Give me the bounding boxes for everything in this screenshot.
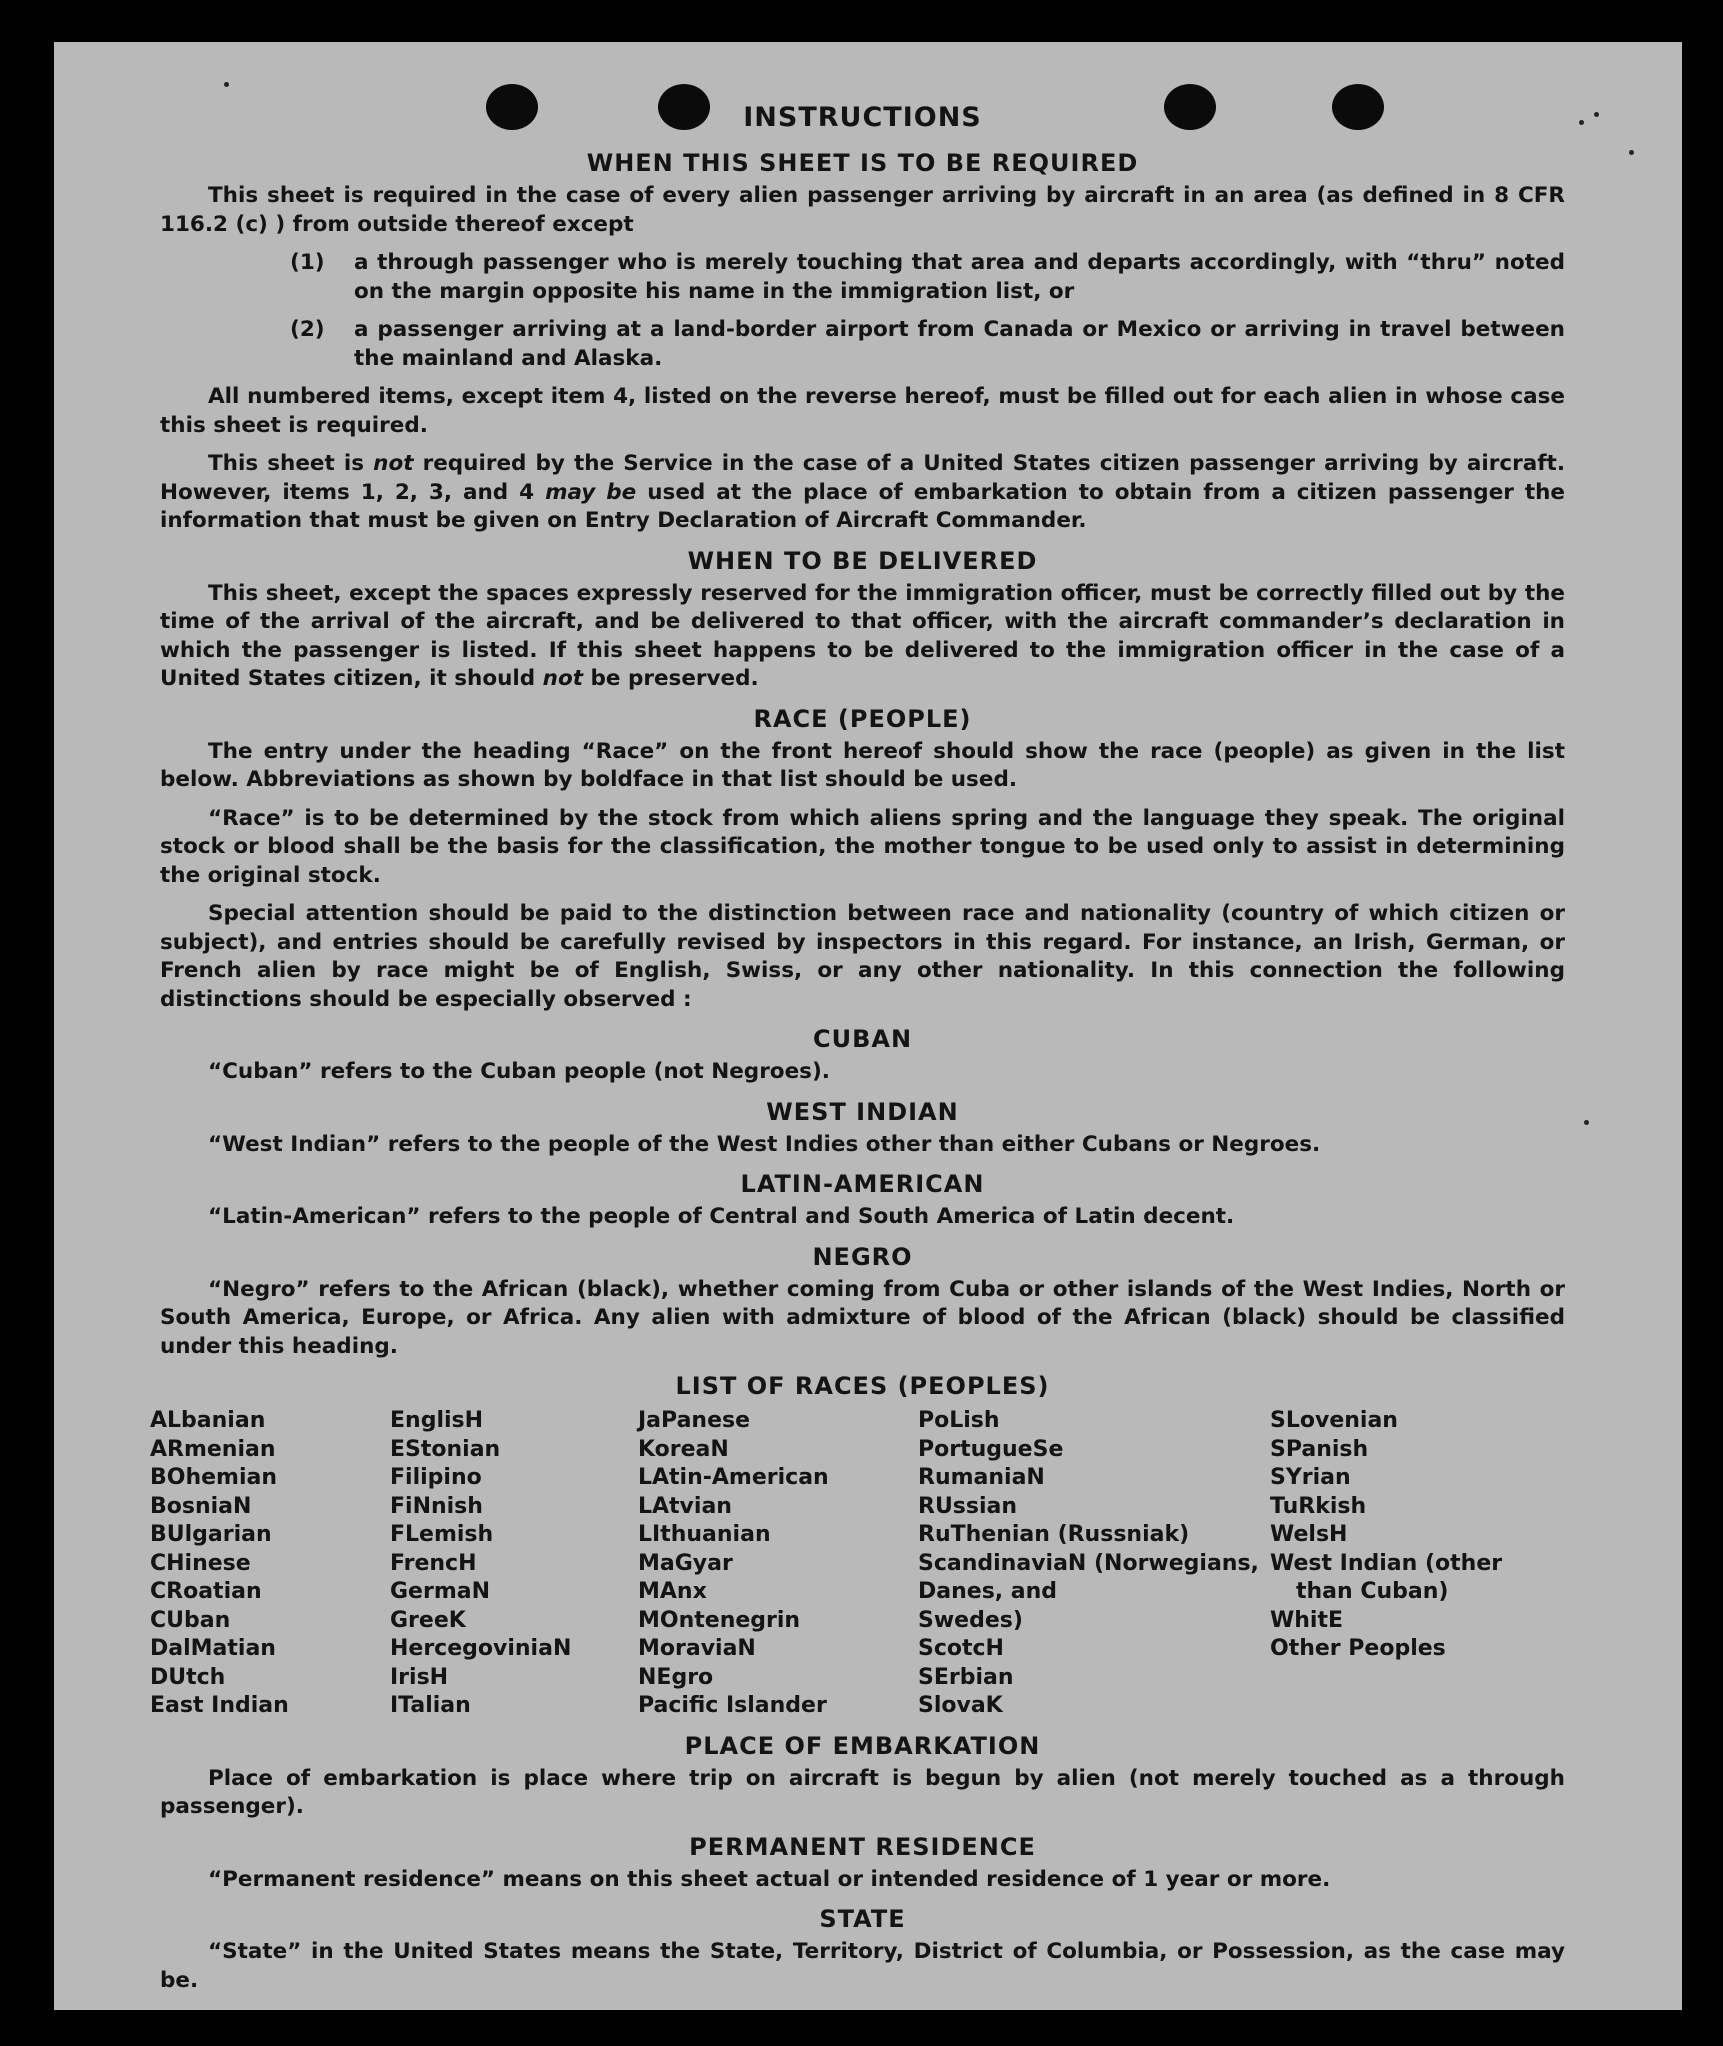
- paragraph-numbered-items: All numbered items, except item 4, listed on the reverse hereof, must be filled out for each alien in whose case this sheet is required.: [160, 384, 1565, 438]
- race-item: MoraviaN: [638, 1636, 756, 1661]
- race-item: East Indian: [150, 1693, 289, 1718]
- race-item: CUban: [150, 1607, 231, 1633]
- race-item: NEgro: [638, 1664, 714, 1690]
- race-item: LAtin-American: [638, 1465, 829, 1490]
- race-item: LIthuanian: [638, 1522, 771, 1547]
- race-item: BosniaN: [150, 1493, 252, 1519]
- paragraph-embarkation: Place of embarkation is place where trip on aircraft is begun by alien (not merely touched as a through passenger).: [160, 1765, 1565, 1819]
- text-run: required by the Service in the case of a United States citizen passenger arriving by aircraft. However, items 1, 2, 3, and 4: [160, 451, 1566, 505]
- races-column: [638, 1407, 918, 1721]
- exception-item: [160, 316, 1565, 373]
- race-item: ALbanian: [150, 1408, 266, 1433]
- race-item: Swedes): [918, 1607, 1023, 1633]
- text-run-italic: may be: [545, 479, 637, 505]
- race-item: IrisH: [390, 1664, 449, 1690]
- race-item: SlovaK: [918, 1693, 1003, 1718]
- race-item: EnglisH: [390, 1408, 484, 1433]
- race-item: Other Peoples: [1270, 1636, 1446, 1661]
- text-run-italic: not: [542, 666, 584, 691]
- races-column: [150, 1407, 390, 1721]
- speck: [1584, 1120, 1589, 1125]
- paragraph-race-2: “Race” is to be determined by the stock from which aliens spring and the language they speak. The original stock or blood shall be the basis for the classification, the mother tongue to be used only to assist in determining the original stock.: [160, 805, 1565, 888]
- race-item: FrencH: [390, 1550, 477, 1576]
- paragraph-race-1: The entry under the heading “Race” on the front hereof should show the race (people) as given in the list below. Abbreviations as shown by boldface in that list should be used.: [160, 738, 1565, 792]
- race-item: JaPanese: [638, 1408, 751, 1433]
- race-item: than Cuban): [1296, 1579, 1449, 1604]
- section-heading-race: RACE (PEOPLE): [753, 704, 972, 733]
- race-item: SErbian: [918, 1664, 1014, 1690]
- section-heading-list-of-races: LIST OF RACES (PEOPLES): [675, 1372, 1050, 1400]
- section-heading-residence: PERMANENT RESIDENCE: [689, 1832, 1036, 1861]
- text-run: This sheet is: [208, 451, 374, 476]
- section-heading-latin-american: LATIN-AMERICAN: [740, 1170, 985, 1198]
- text-run: be preserved.: [583, 666, 759, 691]
- race-item: BUlgarian: [150, 1522, 272, 1547]
- speck: [1594, 112, 1599, 117]
- text-run: used at the place of embarkation to obtain from a citizen passenger the information that must be given on Entry Declaration of Aircraft Commander.: [160, 479, 1565, 533]
- races-column: [1270, 1407, 1560, 1721]
- race-item: PortugueSe: [918, 1436, 1064, 1462]
- section-heading-west-indian: WEST INDIAN: [766, 1097, 959, 1126]
- race-item: BOhemian: [150, 1465, 278, 1490]
- speck: [1629, 150, 1634, 155]
- instructions-content: [150, 98, 1566, 2005]
- race-item: RUssian: [918, 1493, 1018, 1519]
- race-item: ScandinaviaN (Norwegians,: [918, 1550, 1259, 1576]
- race-item: GreeK: [390, 1607, 466, 1633]
- race-item: WhitE: [1270, 1607, 1344, 1633]
- paragraph-race-3: Special attention should be paid to the distinction between race and nationality (country of which citizen or subject), and entries should be carefully revised by inspectors in this regard. For instance, an Irish, German, or French alien by race might be of English, Swiss, or any other nationality. In this connection the following distinctions should be especially observed :: [160, 901, 1565, 1012]
- race-item: FLemish: [390, 1522, 494, 1547]
- race-item: LAtvian: [638, 1493, 732, 1519]
- race-item: TuRkish: [1270, 1493, 1367, 1519]
- race-item: MaGyar: [638, 1550, 733, 1576]
- race-item: PoLish: [918, 1408, 1000, 1433]
- section-heading-required: WHEN THIS SHEET IS TO BE REQUIRED: [586, 149, 1139, 177]
- race-item: DUtch: [150, 1664, 226, 1690]
- speck: [224, 82, 229, 87]
- paragraph-residence: “Permanent residence” means on this sheet actual or intended residence of 1 year or more.: [208, 1866, 1331, 1892]
- paragraph-delivered: [160, 580, 1565, 694]
- race-item: West Indian (other: [1270, 1550, 1503, 1576]
- race-item: HercegoviniaN: [390, 1636, 572, 1661]
- exception-number: (2): [290, 317, 325, 342]
- race-item: RuThenian (Russniak): [918, 1522, 1190, 1547]
- section-heading-state: STATE: [819, 1905, 906, 1933]
- exception-number: (1): [290, 250, 325, 275]
- exception-text: a through passenger who is merely touching that area and departs accordingly, with “thru” noted on the margin opposite his name in the immigration list, or: [354, 250, 1565, 304]
- race-item: WelsH: [1270, 1522, 1348, 1547]
- race-item: ScotcH: [918, 1636, 1004, 1661]
- race-item: FiNnish: [390, 1493, 483, 1519]
- race-item: SYrian: [1270, 1465, 1351, 1490]
- paragraph-west-indian: “West Indian” refers to the people of the West Indies other than either Cubans or Negroes.: [208, 1131, 1321, 1157]
- exception-item: [160, 249, 1565, 306]
- races-column: [390, 1407, 638, 1721]
- race-item: CRoatian: [150, 1579, 262, 1604]
- page-title: INSTRUCTIONS: [743, 102, 982, 133]
- race-item: Danes, and: [918, 1579, 1058, 1604]
- section-heading-delivered: WHEN TO BE DELIVERED: [687, 546, 1038, 575]
- text-run: This sheet, except the spaces expressly reserved for the immigration officer, must be correctly filled out by the time of the arrival of the aircraft, and be delivered to that officer, with the aircraft commander’s declaration in which the passenger is listed. If this sheet happens to be delivered to the immigration officer in the case of a United States citizen, it should: [160, 580, 1565, 691]
- section-heading-embarkation: PLACE OF EMBARKATION: [684, 1731, 1041, 1760]
- text-run-italic: not: [373, 451, 414, 476]
- race-item: CHinese: [150, 1550, 251, 1576]
- speck: [1579, 120, 1584, 125]
- race-item: ITalian: [390, 1693, 471, 1718]
- race-item: SPanish: [1270, 1436, 1369, 1462]
- race-item: Pacific Islander: [638, 1693, 827, 1718]
- race-item: Filipino: [390, 1465, 482, 1490]
- race-item: ARmenian: [150, 1436, 276, 1462]
- race-item: EStonian: [390, 1436, 501, 1462]
- paragraph-state: “State” in the United States means the State, Territory, District of Columbia, or Possession, as the case may be.: [160, 1939, 1565, 1993]
- exception-text: a passenger arriving at a land-border airport from Canada or Mexico or arriving in travel between the mainland and Alaska.: [354, 317, 1565, 371]
- paragraph-citizen: [160, 450, 1565, 536]
- race-item: RumaniaN: [918, 1465, 1045, 1490]
- race-item: GermaN: [390, 1579, 491, 1604]
- race-item: MAnx: [638, 1579, 707, 1604]
- paragraph-negro: “Negro” refers to the African (black), whether coming from Cuba or other islands of the West Indies, North or South America, Europe, or Africa. Any alien with admixture of blood of the African (black) should be classified under this heading.: [160, 1276, 1565, 1359]
- race-item: MOntenegrin: [638, 1607, 801, 1633]
- races-column: [918, 1407, 1270, 1721]
- races-list: [150, 1407, 1565, 1721]
- race-item: KoreaN: [638, 1436, 729, 1462]
- section-heading-negro: NEGRO: [812, 1242, 913, 1271]
- race-item: DalMatian: [150, 1636, 276, 1661]
- paragraph-required-intro: This sheet is required in the case of every alien passenger arriving by aircraft in an area (as defined in 8 CFR 116.2 (c) ) from outside thereof except: [160, 183, 1565, 237]
- paragraph-cuban: “Cuban” refers to the Cuban people (not Negroes).: [208, 1059, 830, 1084]
- race-item: SLovenian: [1270, 1408, 1398, 1433]
- section-heading-cuban: CUBAN: [812, 1025, 913, 1053]
- paragraph-latin-american: “Latin-American” refers to the people of Central and South America of Latin decent.: [208, 1204, 1235, 1229]
